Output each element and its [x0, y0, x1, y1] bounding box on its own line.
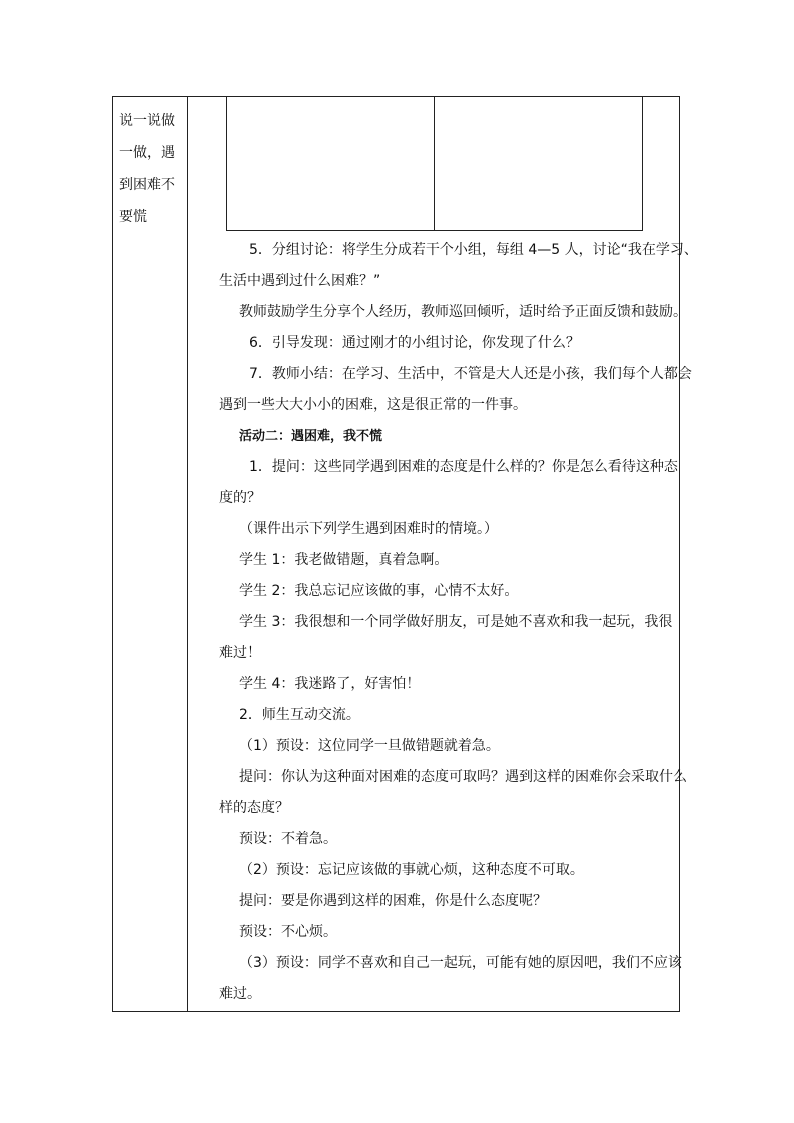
text-line: （3）预设：同学不喜欢和自己一起玩，可能有她的原因吧，我们不应该 [239, 955, 682, 971]
text-line: 预设：不心烦。 [239, 924, 337, 940]
text-line: 度的？ [219, 490, 261, 506]
section-label-line: 一做，遇 [119, 145, 175, 161]
blank-grid-cell [227, 97, 435, 230]
text-line: 教师鼓励学生分享个人经历，教师巡回倾听，适时给予正面反馈和鼓励。 [239, 304, 687, 320]
text-line: 5．分组讨论：将学生分成若干个小组，每组 4—5 人，讨论“我在学习、 [249, 242, 698, 258]
activity-heading: 活动二：遇困难，我不慌 [239, 429, 383, 444]
text-line: 1．提问：这些同学遇到困难的态度是什么样的？你是怎么看待这种态 [249, 459, 678, 475]
text-line: （课件出示下列学生遇到困难时的情境。） [239, 521, 498, 537]
text-line: 学生 3：我很想和一个同学做好朋友，可是她不喜欢和我一起玩，我很 [239, 614, 673, 630]
text-line: 难过。 [219, 986, 261, 1002]
lesson-table [112, 96, 698, 1012]
text-line: 2．师生互动交流。 [239, 707, 360, 723]
text-line: 遇到一些大大小小的困难，这是很正常的一件事。 [219, 397, 527, 413]
text-line: 提问：你认为这种面对困难的态度可取吗？遇到这样的困难你会采取什么 [239, 769, 687, 785]
section-label-line: 要慌 [119, 209, 147, 225]
text-line: 预设：不着急。 [239, 831, 337, 847]
section-label-line: 说一说做 [119, 113, 175, 129]
section-label-line: 到困难不 [119, 177, 175, 193]
text-line: 样的态度？ [219, 800, 289, 816]
text-line: 学生 1：我老做错题，真着急啊。 [239, 552, 449, 568]
text-line: 提问：要是你遇到这样的困难，你是什么态度呢？ [239, 893, 547, 909]
section-label-cell [113, 97, 188, 1011]
text-line: 6．引导发现：通过刚才的小组讨论，你发现了什么？ [249, 335, 580, 351]
text-line: 难过！ [219, 645, 261, 661]
blank-grid [226, 97, 643, 231]
text-line: （2）预设：忘记应该做的事就心烦，这种态度不可取。 [239, 862, 584, 878]
text-line: （1）预设：这位同学一旦做错题就着急。 [239, 738, 500, 754]
text-line: 生活中遇到过什么困难？” [219, 273, 381, 289]
section-label [119, 105, 183, 233]
text-line: 学生 4：我迷路了，好害怕！ [239, 676, 421, 692]
text-line: 学生 2：我总忘记应该做的事，心情不太好。 [239, 583, 519, 599]
text-line: 7．教师小结：在学习、生活中，不管是大人还是小孩，我们每个人都会 [249, 366, 692, 382]
blank-grid-cell [435, 97, 642, 230]
